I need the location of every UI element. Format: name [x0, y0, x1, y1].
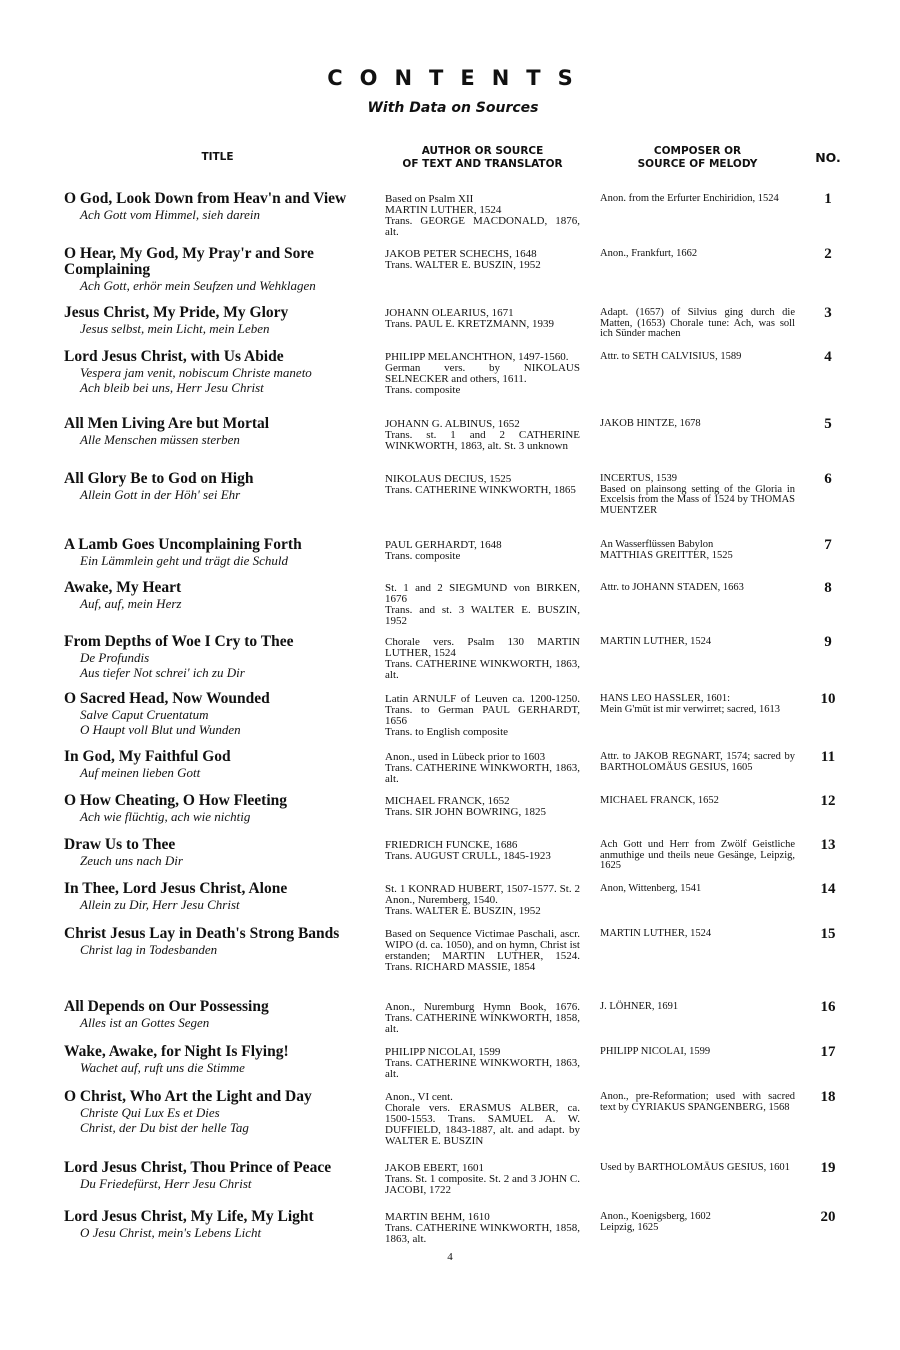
entry-title-block	[64, 1209, 380, 1240]
entry-title-block	[64, 1089, 380, 1135]
entry-title-block	[64, 580, 380, 611]
author-source: JAKOB PETER SCHECHS, 1648 Trans. WALTER E. BUSZIN, 1952	[385, 248, 541, 271]
original-title: Christe Qui Lux Es et Dies	[80, 1105, 220, 1120]
original-title: Aus tiefer Not schrei' ich zu Dir	[80, 665, 245, 680]
hymn-number: 16	[820, 999, 836, 1015]
hymn-title: In God, My Faithful God	[64, 748, 231, 765]
composer-source: Attr. to SETH CALVISIUS, 1589	[600, 351, 742, 362]
entry-title-block	[64, 349, 380, 395]
author-source: Based on Sequence Victimae Paschali, ascr. WIPO (d. ca. 1050), and on hymn, Christ ist erstanden; MARTIN LUTHER, 1524. Trans. RICHARD MASSIE, 1854	[385, 928, 580, 973]
composer-source: Attr. to JAKOB REGNART, 1574; sacred by BARTHOLOMÄUS GESIUS, 1605	[600, 751, 795, 773]
column-header-author: AUTHOR OR SOURCE OF TEXT AND TRANSLATOR	[402, 145, 563, 170]
composer-source: MARTIN LUTHER, 1524	[600, 636, 712, 647]
composer-source: JAKOB HINTZE, 1678	[600, 418, 701, 429]
author-source: PHILIPP MELANCHTHON, 1497-1560. German vers. by NIKOLAUS SELNECKER and others, 1611. Trans. composite	[385, 351, 580, 396]
entry-title-block	[64, 1044, 380, 1075]
hymn-number: 9	[824, 634, 832, 650]
hymn-number: 13	[820, 837, 836, 853]
original-title: O Haupt voll Blut und Wunden	[80, 722, 241, 737]
hymn-number: 2	[824, 246, 832, 262]
composer-source: MARTIN LUTHER, 1524	[600, 928, 712, 939]
hymn-title: O How Cheating, O How Fleeting	[64, 792, 288, 809]
hymn-number: 4	[824, 349, 832, 365]
author-source: PAUL GERHARDT, 1648 Trans. composite	[385, 539, 502, 562]
composer-source: Used by BARTHOLOMÄUS GESIUS, 1601	[600, 1162, 790, 1173]
entry-title-block	[64, 246, 380, 293]
hymn-title: All Depends on Our Possessing	[64, 998, 269, 1015]
hymn-title: All Men Living Are but Mortal	[64, 415, 270, 432]
entry-title-block	[64, 691, 380, 737]
hymn-number: 8	[824, 580, 832, 596]
composer-source: Anon. from the Erfurter Enchiridion, 1524	[600, 193, 779, 204]
hymn-number: 7	[824, 537, 832, 553]
original-title: Ein Lämmlein geht und trägt die Schuld	[80, 553, 288, 568]
hymn-number: 1	[824, 191, 832, 207]
original-title: Ach wie flüchtig, ach wie nichtig	[80, 809, 251, 824]
author-source: JAKOB EBERT, 1601 Trans. St. 1 composite. St. 2 and 3 JOHN C. JACOBI, 1722	[385, 1162, 580, 1196]
author-source: Latin ARNULF of Leuven ca. 1200-1250. Trans. to German PAUL GERHARDT, 1656 Trans. to English composite	[385, 693, 580, 738]
original-title: Zeuch uns nach Dir	[80, 853, 183, 868]
original-title: Vespera jam venit, nobiscum Christe maneto	[80, 365, 312, 380]
hymn-number: 10	[820, 691, 836, 707]
hymn-number: 18	[820, 1089, 836, 1105]
composer-source: J. LÖHNER, 1691	[600, 1001, 679, 1012]
composer-source: Ach Gott und Herr from Zwölf Geistliche anmuthige und theils neue Gesänge, Leipzig, 1625	[600, 839, 795, 871]
composer-source: Anon., pre-Reformation; used with sacred text by CYRIAKUS SPANGENBERG, 1568	[600, 1091, 795, 1113]
author-source: Anon., used in Lübeck prior to 1603 Trans. CATHERINE WINKWORTH, 1863, alt.	[385, 751, 580, 785]
hymn-number: 3	[824, 305, 832, 321]
page-number: 4	[447, 1251, 453, 1263]
original-title: Ach Gott, erhör mein Seufzen und Wehklagen	[80, 278, 316, 293]
author-source: Anon., Nuremburg Hymn Book, 1676. Trans. CATHERINE WINKWORTH, 1858, alt.	[385, 1001, 580, 1035]
hymn-number: 12	[820, 793, 836, 809]
hymn-title: A Lamb Goes Uncomplaining Forth	[64, 536, 302, 553]
original-title: O Jesu Christ, mein's Lebens Licht	[80, 1225, 262, 1240]
hymn-number: 17	[820, 1044, 836, 1060]
hymn-title: Christ Jesus Lay in Death's Strong Bands	[64, 925, 340, 942]
entry-title-block	[64, 634, 380, 680]
entry-title-block	[64, 999, 380, 1030]
original-title: Alle Menschen müssen sterben	[80, 432, 240, 447]
hymn-number: 6	[824, 471, 832, 487]
hymn-title: O Sacred Head, Now Wounded	[64, 690, 270, 707]
hymn-title: Jesus Christ, My Pride, My Glory	[64, 304, 289, 321]
original-title: Christ, der Du bist der helle Tag	[80, 1120, 249, 1135]
original-title: Allein Gott in der Höh' sei Ehr	[80, 487, 241, 502]
original-title: Auf meinen lieben Gott	[80, 765, 201, 780]
original-title: Allein zu Dir, Herr Jesu Christ	[80, 897, 240, 912]
author-source: NIKOLAUS DECIUS, 1525 Trans. CATHERINE WINKWORTH, 1865	[385, 473, 576, 496]
hymn-title: In Thee, Lord Jesus Christ, Alone	[64, 880, 288, 897]
composer-source: Adapt. (1657) of Silvius ging durch die Matten, (1653) Chorale tune: Ach, was soll ich Sünder machen	[600, 307, 795, 339]
original-title: Ach bleib bei uns, Herr Jesu Christ	[80, 380, 264, 395]
entry-title-block	[64, 416, 380, 447]
composer-source: Anon., Frankfurt, 1662	[600, 248, 698, 259]
original-title: Auf, auf, mein Herz	[80, 596, 182, 611]
author-source: JOHANN OLEARIUS, 1671 Trans. PAUL E. KRETZMANN, 1939	[385, 307, 554, 330]
original-title: Du Friedefürst, Herr Jesu Christ	[80, 1176, 252, 1191]
hymn-title: Lord Jesus Christ, with Us Abide	[64, 348, 284, 365]
hymn-title: Lord Jesus Christ, Thou Prince of Peace	[64, 1159, 332, 1176]
hymn-title: Draw Us to Thee	[64, 836, 176, 853]
column-header-composer: COMPOSER OR SOURCE OF MELODY	[637, 145, 758, 170]
composer-source: HANS LEO HASSLER, 1601: Mein G'müt ist mir verwirret; sacred, 1613	[600, 693, 781, 715]
hymn-title: Awake, My Heart	[64, 579, 182, 596]
entry-title-block	[64, 881, 380, 912]
author-source: MARTIN BEHM, 1610 Trans. CATHERINE WINKWORTH, 1858, 1863, alt.	[385, 1211, 580, 1245]
hymn-number: 5	[824, 416, 832, 432]
composer-source: INCERTUS, 1539 Based on plainsong setting of the Gloria in Excelsis from the Mass of 1524 by THOMAS MUENTZER	[600, 473, 795, 516]
hymn-title: O Christ, Who Art the Light and Day	[64, 1088, 312, 1105]
hymn-number: 14	[820, 881, 836, 897]
hymn-number: 20	[820, 1209, 836, 1225]
entry-title-block	[64, 749, 380, 780]
composer-source: Anon., Koenigsberg, 1602 Leipzig, 1625	[600, 1211, 711, 1233]
original-title: Christ lag in Todesbanden	[80, 942, 218, 957]
composer-source: MICHAEL FRANCK, 1652	[600, 795, 719, 806]
hymn-title: Lord Jesus Christ, My Life, My Light	[64, 1208, 314, 1225]
entry-title-block	[64, 191, 380, 222]
author-source: Anon., VI cent. Chorale vers. ERASMUS ALBER, ca. 1500-1553. Trans. SAMUEL A. W. DUFFIELD, 1843-1887, alt. and adapt. by WALTER E. BUSZIN	[385, 1091, 580, 1147]
entry-title-block	[64, 471, 380, 502]
hymn-title: From Depths of Woe I Cry to Thee	[64, 633, 294, 650]
original-title: Wachet auf, ruft uns die Stimme	[80, 1060, 245, 1075]
entry-title-block	[64, 926, 380, 957]
entry-title-block	[64, 1160, 380, 1191]
composer-source: PHILIPP NICOLAI, 1599	[600, 1046, 711, 1057]
author-source: MICHAEL FRANCK, 1652 Trans. SIR JOHN BOWRING, 1825	[385, 795, 546, 818]
entry-title-block	[64, 837, 380, 868]
composer-source: Anon, Wittenberg, 1541	[600, 883, 702, 894]
original-title: Alles ist an Gottes Segen	[80, 1015, 210, 1030]
composer-source: An Wasserflüssen Babylon MATTHIAS GREITTER, 1525	[600, 539, 733, 561]
column-header-number: NO.	[815, 150, 841, 165]
page-subtitle: With Data on Sources	[367, 100, 539, 116]
hymn-number: 19	[820, 1160, 836, 1176]
original-title: Jesus selbst, mein Licht, mein Leben	[80, 321, 270, 336]
original-title: De Profundis	[80, 650, 150, 665]
author-source: FRIEDRICH FUNCKE, 1686 Trans. AUGUST CRULL, 1845-1923	[385, 839, 551, 862]
hymn-number: 11	[820, 749, 836, 765]
entry-title-block	[64, 793, 380, 824]
author-source: St. 1 and 2 SIEGMUND von BIRKEN, 1676 Trans. and st. 3 WALTER E. BUSZIN, 1952	[385, 582, 580, 627]
hymn-title: O Hear, My God, My Pray'r and Sore Complaining	[64, 245, 314, 278]
original-title: Salve Caput Cruentatum	[80, 707, 209, 722]
author-source: St. 1 KONRAD HUBERT, 1507-1577. St. 2 Anon., Nuremberg, 1540. Trans. WALTER E. BUSZIN, 1952	[385, 883, 580, 917]
page-title: CONTENTS	[327, 66, 590, 90]
entry-title-block	[64, 537, 380, 568]
hymn-title: O God, Look Down from Heav'n and View	[64, 190, 347, 207]
column-header-title: TITLE	[201, 151, 234, 163]
author-source: JOHANN G. ALBINUS, 1652 Trans. st. 1 and 2 CATHERINE WINKWORTH, 1863, alt. St. 3 unknown	[385, 418, 580, 452]
author-source: Based on Psalm XII MARTIN LUTHER, 1524 Trans. GEORGE MACDONALD, 1876, alt.	[385, 193, 580, 238]
author-source: Chorale vers. Psalm 130 MARTIN LUTHER, 1524 Trans. CATHERINE WINKWORTH, 1863, alt.	[385, 636, 580, 681]
composer-source: Attr. to JOHANN STADEN, 1663	[600, 582, 744, 593]
hymn-number: 15	[820, 926, 836, 942]
hymn-title: All Glory Be to God on High	[64, 470, 254, 487]
entry-title-block	[64, 305, 380, 336]
hymn-title: Wake, Awake, for Night Is Flying!	[64, 1043, 289, 1060]
original-title: Ach Gott vom Himmel, sieh darein	[80, 207, 261, 222]
author-source: PHILIPP NICOLAI, 1599 Trans. CATHERINE WINKWORTH, 1863, alt.	[385, 1046, 580, 1080]
